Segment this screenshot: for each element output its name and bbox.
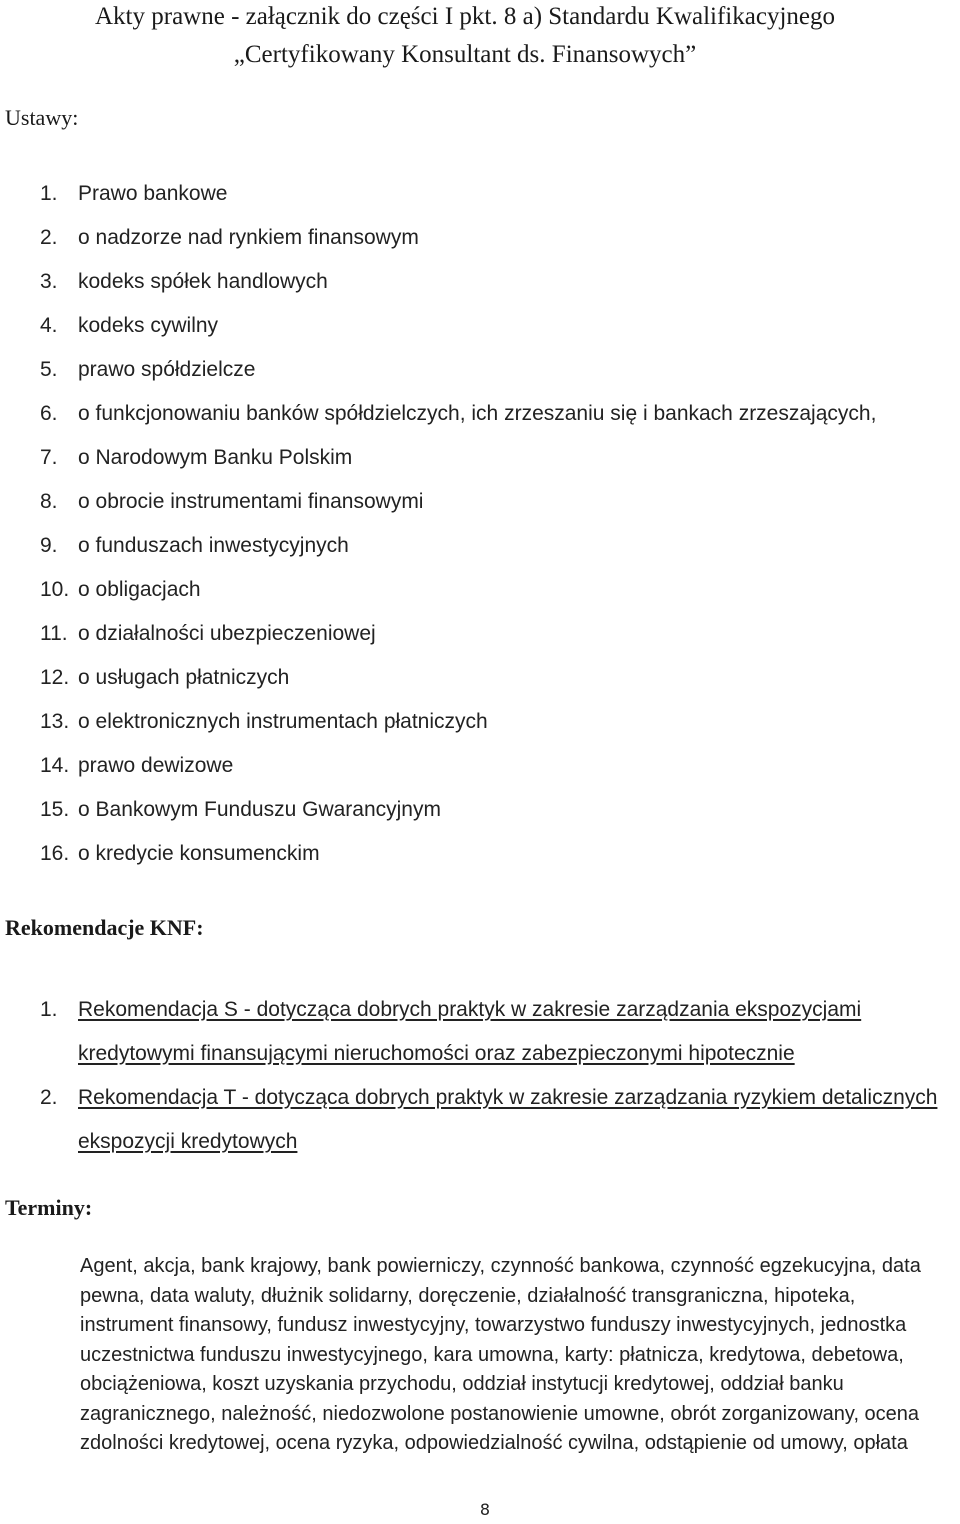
law-item-number: 13. (40, 710, 70, 733)
law-item (40, 840, 876, 884)
law-item-text: Prawo bankowe (78, 182, 228, 205)
law-item (40, 312, 876, 356)
law-item (40, 224, 876, 268)
document-title-line-2: „Certyfikowany Konsultant ds. Finansowych” (233, 41, 697, 68)
law-item-text: o obrocie instrumentami finansowymi (78, 490, 424, 513)
law-item (40, 400, 876, 444)
law-item-number: 3. (40, 270, 58, 293)
law-item-number: 2. (40, 226, 58, 249)
law-item (40, 752, 876, 796)
page-number: 8 (479, 1500, 491, 1519)
law-item (40, 708, 876, 752)
law-item-text: o kredycie konsumenckim (78, 842, 320, 865)
law-item-text: kodeks spółek handlowych (78, 270, 328, 293)
law-item-text: o Bankowym Funduszu Gwarancyjnym (78, 798, 441, 821)
law-item (40, 356, 876, 400)
law-item (40, 576, 876, 620)
law-item-text: o obligacjach (78, 578, 201, 601)
law-item-number: 8. (40, 490, 58, 513)
recommendation-item (40, 1076, 938, 1164)
law-item-number: 11. (40, 622, 68, 645)
law-item (40, 488, 876, 532)
law-item-number: 7. (40, 446, 58, 469)
law-item-text: prawo dewizowe (78, 754, 234, 777)
law-item-number: 15. (40, 798, 70, 821)
law-item-number: 10. (40, 578, 70, 601)
document-title (0, 0, 930, 72)
recommendation-t-link[interactable]: Rekomendacja T - dotycząca dobrych praktyk w zakresie zarządzania ryzykiem detalicznych ekspozycji kredytowych (78, 1086, 938, 1153)
law-item (40, 180, 876, 224)
law-item-text: o funduszach inwestycyjnych (78, 534, 349, 557)
law-item-text: o nadzorze nad rynkiem finansowym (78, 226, 419, 249)
law-item-number: 12. (40, 666, 70, 689)
rekomendacje-heading: Rekomendacje KNF: (5, 915, 204, 940)
terminy-heading: Terminy: (5, 1195, 93, 1220)
ustawy-list (40, 180, 876, 884)
law-item (40, 268, 876, 312)
terminy-text: Agent, akcja, bank krajowy, bank powierniczy, czynność bankowa, czynność egzekucyjna, data pewna, data waluty, dłużnik solidarny, doręczenie, działalność transgraniczna, hipoteka, instrument finansowy, fundusz inwestycyjny, towarzystwo funduszy inwestycyjnych, jednostka uczestnictwa funduszu inwestycyjnego, kara umowna, karty: płatnicza, kredytowa, debetowa, obciążeniowa, koszt uzyskania przychodu, oddział instytucji kredytowej, oddział banku zagranicznego, należność, niedozwolone postanowienie umowne, obrót zorganizowany, ocena zdolności kredytowej, ocena ryzyka, odpowiedzialność cywilna, odstąpienie od umowy, opłata (80, 1255, 921, 1454)
recommendation-s-link[interactable]: Rekomendacja S - dotycząca dobrych praktyk w zakresie zarządzania ekspozycjami kredytowymi finansującymi nieruchomości oraz zabezpieczonymi hipotecznie (78, 998, 862, 1065)
law-item-number: 4. (40, 314, 58, 337)
recommendation-item (40, 988, 938, 1076)
recommendation-number: 1. (40, 998, 58, 1021)
law-item (40, 444, 876, 488)
rekomendacje-list (40, 988, 938, 1164)
law-item-number: 9. (40, 534, 58, 557)
law-item (40, 796, 876, 840)
law-item-number: 5. (40, 358, 58, 381)
law-item-text: kodeks cywilny (78, 314, 219, 337)
law-item-number: 14. (40, 754, 70, 777)
document-title-line-1: Akty prawne - załącznik do części I pkt. 8 a) Standardu Kwalifikacyjnego (95, 3, 835, 30)
law-item-number: 6. (40, 402, 58, 425)
law-item (40, 664, 876, 708)
law-item-text: prawo spółdzielcze (78, 358, 256, 381)
law-item-number: 16. (40, 842, 70, 865)
law-item (40, 532, 876, 576)
law-item-text: o funkcjonowaniu banków spółdzielczych, ich zrzeszaniu się i bankach zrzeszających, (78, 402, 877, 425)
ustawy-heading: Ustawy: (5, 105, 79, 130)
law-item (40, 620, 876, 664)
recommendation-number: 2. (40, 1086, 58, 1109)
law-item-text: o działalności ubezpieczeniowej (78, 622, 376, 645)
law-item-number: 1. (40, 182, 58, 205)
law-item-text: o elektronicznych instrumentach płatniczych (78, 710, 488, 733)
law-item-text: o usługach płatniczych (78, 666, 290, 689)
law-item-text: o Narodowym Banku Polskim (78, 446, 353, 469)
